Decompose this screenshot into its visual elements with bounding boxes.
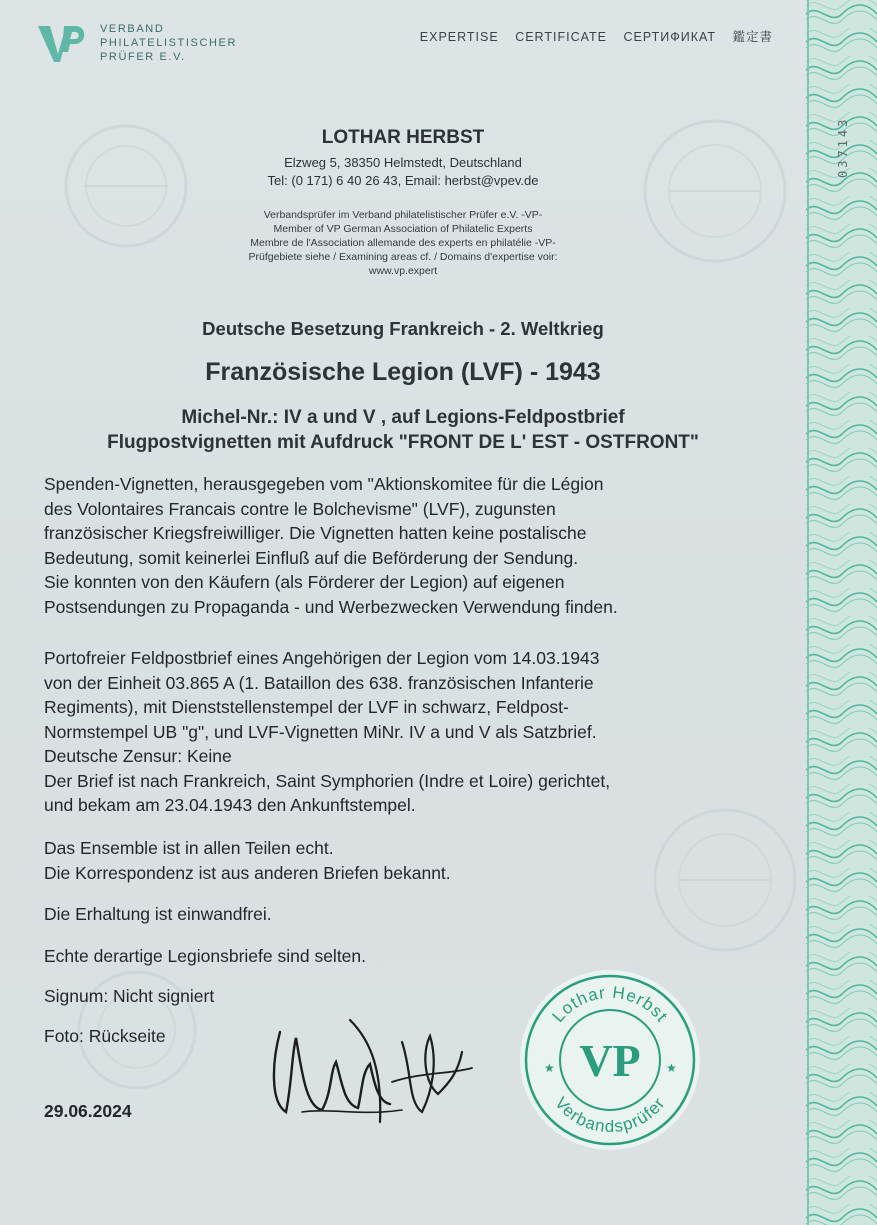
text-line: Sie konnten von den Käufern (als Förderer der Legion) auf eigenen xyxy=(44,572,565,592)
membership-line: Prüfgebiete siehe / Examining areas cf. / Domains d'expertise voir: xyxy=(248,251,558,263)
text-line: Spenden-Vignetten, herausgegeben vom "Aktionskomitee für die Légion xyxy=(44,474,604,494)
expert-contact-block xyxy=(0,154,806,190)
text-line: von der Einheit 03.865 A (1. Bataillon des 638. französischen Infanterie xyxy=(44,672,594,693)
item-title: Französische Legion (LVF) - 1943 xyxy=(205,358,601,386)
seal-bottom-text: Verbandsprüfer xyxy=(551,1093,669,1137)
certificate-labels xyxy=(408,27,773,45)
vp-logo-icon xyxy=(36,22,88,66)
text-line: Portofreier Feldpostbrief eines Angehörigen der Legion vom 14.03.1943 xyxy=(44,648,600,668)
text-line: französischer Kriegsfreiwilliger. Die Vignetten hatten keine postalische xyxy=(44,523,587,543)
text-line: Regiments), mit Dienststellenstempel der LVF in schwarz, Feldpost- xyxy=(44,697,569,717)
authenticity-paragraph xyxy=(44,836,451,885)
verbandspruefer-seal xyxy=(518,968,702,1152)
catalog-description xyxy=(0,405,806,455)
guilloche-pattern xyxy=(806,0,877,1225)
category-title: Deutsche Besetzung Frankreich - 2. Weltkrieg xyxy=(202,318,604,339)
membership-line: Membre de l'Association allemande des experts en philatélie -VP- xyxy=(250,237,556,249)
membership-block xyxy=(0,208,806,278)
label-expertise: EXPERTISE xyxy=(419,30,499,44)
embossed-seal-icon xyxy=(650,800,800,960)
expert-contact: Tel: (0 171) 6 40 26 43, Email: herbst@vpev.de xyxy=(267,173,539,188)
seal-letters: VP xyxy=(579,1035,641,1086)
photo-statement: Foto: Rückseite xyxy=(44,1026,166,1046)
org-line-2: PHILATELISTISCHER xyxy=(100,37,238,49)
star-icon: ★ xyxy=(544,1061,555,1075)
seal-top-text: Lothar Herbst xyxy=(548,982,672,1026)
text-line: Deutsche Zensur: Keine xyxy=(44,746,232,766)
certificate-date: 29.06.2024 xyxy=(44,1101,132,1121)
text-line: Normstempel UB "g", und LVF-Vignetten MiNr. IV a und V als Satzbrief. xyxy=(44,721,597,742)
label-certificate-ru: СЕРТИФИКАТ xyxy=(623,30,716,44)
text-line: Das Ensemble ist in allen Teilen echt. xyxy=(44,838,334,858)
text-line: des Volontaires Francais contre le Bolchevisme" (LVF), zugunsten xyxy=(44,498,556,519)
text-line: Die Korrespondenz ist aus anderen Briefen bekannt. xyxy=(44,862,451,883)
star-icon: ★ xyxy=(666,1061,677,1075)
label-certificate: CERTIFICATE xyxy=(515,30,607,44)
serial-number: 037143 xyxy=(836,116,850,178)
association-name xyxy=(100,22,237,64)
catalog-number-line: Michel-Nr.: IV a und V , auf Legions-Feldpostbrief xyxy=(181,407,625,428)
text-line: Der Brief ist nach Frankreich, Saint Symphorien (Indre et Loire) gerichtet, xyxy=(44,770,611,791)
membership-website: www.vp.expert xyxy=(368,265,438,277)
org-line-3: PRÜFER E.V. xyxy=(100,51,186,63)
text-line: Postsendungen zu Propaganda - und Werbezwecken Verwendung finden. xyxy=(44,596,618,617)
text-line: und bekam am 23.04.1943 den Ankunftstempel. xyxy=(44,795,416,815)
expert-address: Elzweg 5, 38350 Helmstedt, Deutschland xyxy=(284,155,522,170)
text-line: Bedeutung, somit keinerlei Einfluß auf die Beförderung der Sendung. xyxy=(44,547,579,568)
overprint-line: Flugpostvignetten mit Aufdruck "FRONT DE L' EST - OSTFRONT" xyxy=(107,432,699,453)
membership-line: Member of VP German Association of Philatelic Experts xyxy=(273,223,533,235)
cover-details-paragraph xyxy=(44,646,610,818)
expert-name: LOTHAR HERBST xyxy=(321,127,485,148)
signum-statement: Signum: Nicht signiert xyxy=(44,986,215,1006)
security-border-pattern xyxy=(806,0,877,1225)
description-paragraph xyxy=(44,472,618,619)
condition-statement: Die Erhaltung ist einwandfrei. xyxy=(44,904,272,924)
handwritten-signature xyxy=(262,1012,482,1132)
membership-line: Verbandsprüfer im Verband philatelistischer Prüfer e.V. -VP- xyxy=(263,209,543,221)
rarity-statement: Echte derartige Legionsbriefe sind selten. xyxy=(44,946,367,966)
label-certificate-jp: 鑑定書 xyxy=(732,30,773,44)
org-line-1: VERBAND xyxy=(100,23,165,35)
